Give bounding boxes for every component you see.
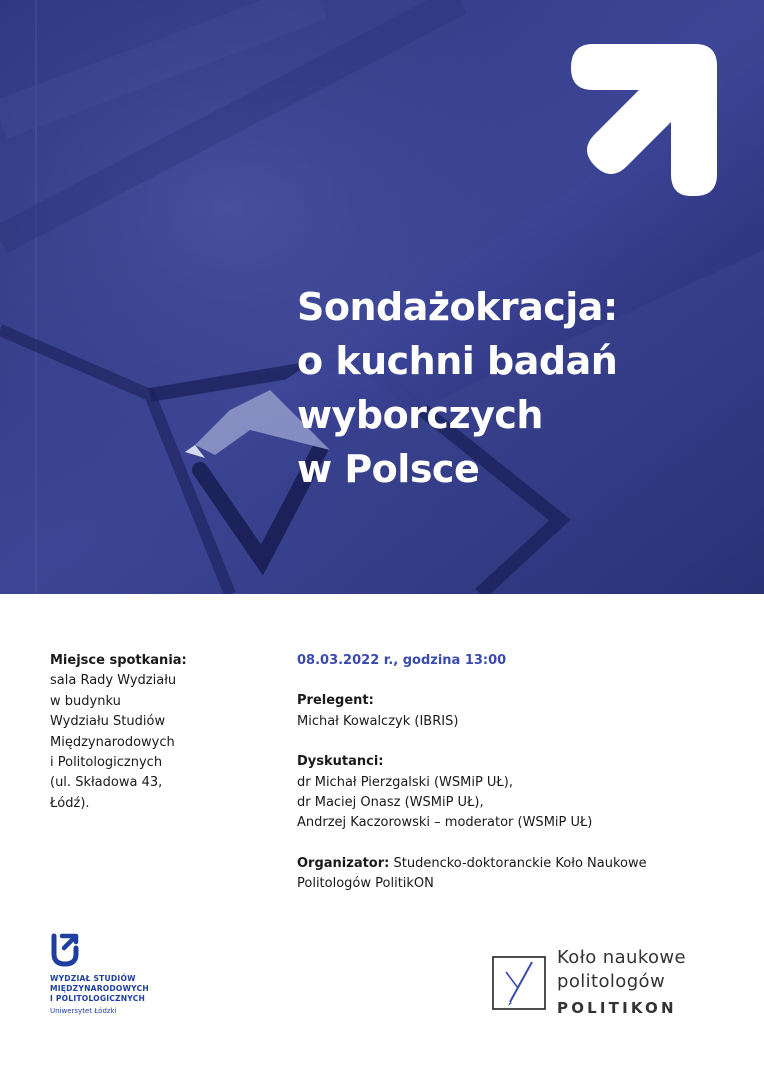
speaker-block [297,691,647,732]
discussants-label: Dyskutanci: [297,754,384,770]
event-date: 08.03.2022 r., godzina 13:00 [297,653,507,668]
venue-label: Miejsce spotkania: [50,653,187,668]
title-line: wyborczych [297,393,543,437]
organizer-line [297,854,647,874]
venue-line: Międzynarodowych [50,734,175,750]
speaker-name: Michał Kowalczyk (IBRIS) [297,713,459,729]
organizer-name: Studencko-doktoranckie Koło Naukowe [393,855,647,871]
venue-line: w budynku [50,693,121,709]
discussant: dr Maciej Onasz (WSMiP UŁ), [297,795,484,811]
club-name-line-3: POLITIKON [557,999,677,1017]
club-logo [492,946,712,1026]
venue-line: i Politologicznych [50,755,163,771]
u-arrow-logo-icon [50,932,80,968]
venue-line: Wydziału Studiów [50,714,166,730]
title-line: o kuchni badań [297,339,618,383]
venue-line: (ul. Składowa 43, [50,775,163,791]
faculty-name [50,974,210,1004]
organizer-line-2: Politologów PolitikON [297,876,434,892]
faculty-name-line: I POLITOLOGICZNYCH [50,994,146,1003]
organizer-label: Organizator: [297,855,390,871]
arrow-up-right-icon [571,44,717,196]
faculty-name-line: MIĘDZYNARODOWYCH [50,984,149,993]
university-name: Uniwersytet Łódzki [50,1007,117,1015]
event-details [297,651,647,915]
title-line: Sondażokracja: [297,285,618,329]
organizer-block [297,854,647,895]
discussant: Andrzej Kaczorowski – moderator (WSMiP UŁ) [297,815,593,831]
discussant: dr Michał Pierzgalski (WSMiP UŁ), [297,774,513,790]
page-title [297,280,618,496]
ballot-box-pen-icon [492,956,546,1010]
club-name [557,946,686,1020]
club-name-line-2: politologów [557,971,666,992]
speaker-label: Prelegent: [297,693,374,709]
venue-line: sala Rady Wydziału [50,673,177,689]
title-line: w Polsce [297,447,480,491]
venue-section [50,651,187,814]
faculty-name-line: WYDZIAŁ STUDIÓW [50,974,136,983]
discussants-block [297,752,647,834]
club-name-line-1: Koło naukowe [557,947,687,968]
faculty-logo [50,932,210,1016]
venue-line: Łódź). [50,795,90,811]
